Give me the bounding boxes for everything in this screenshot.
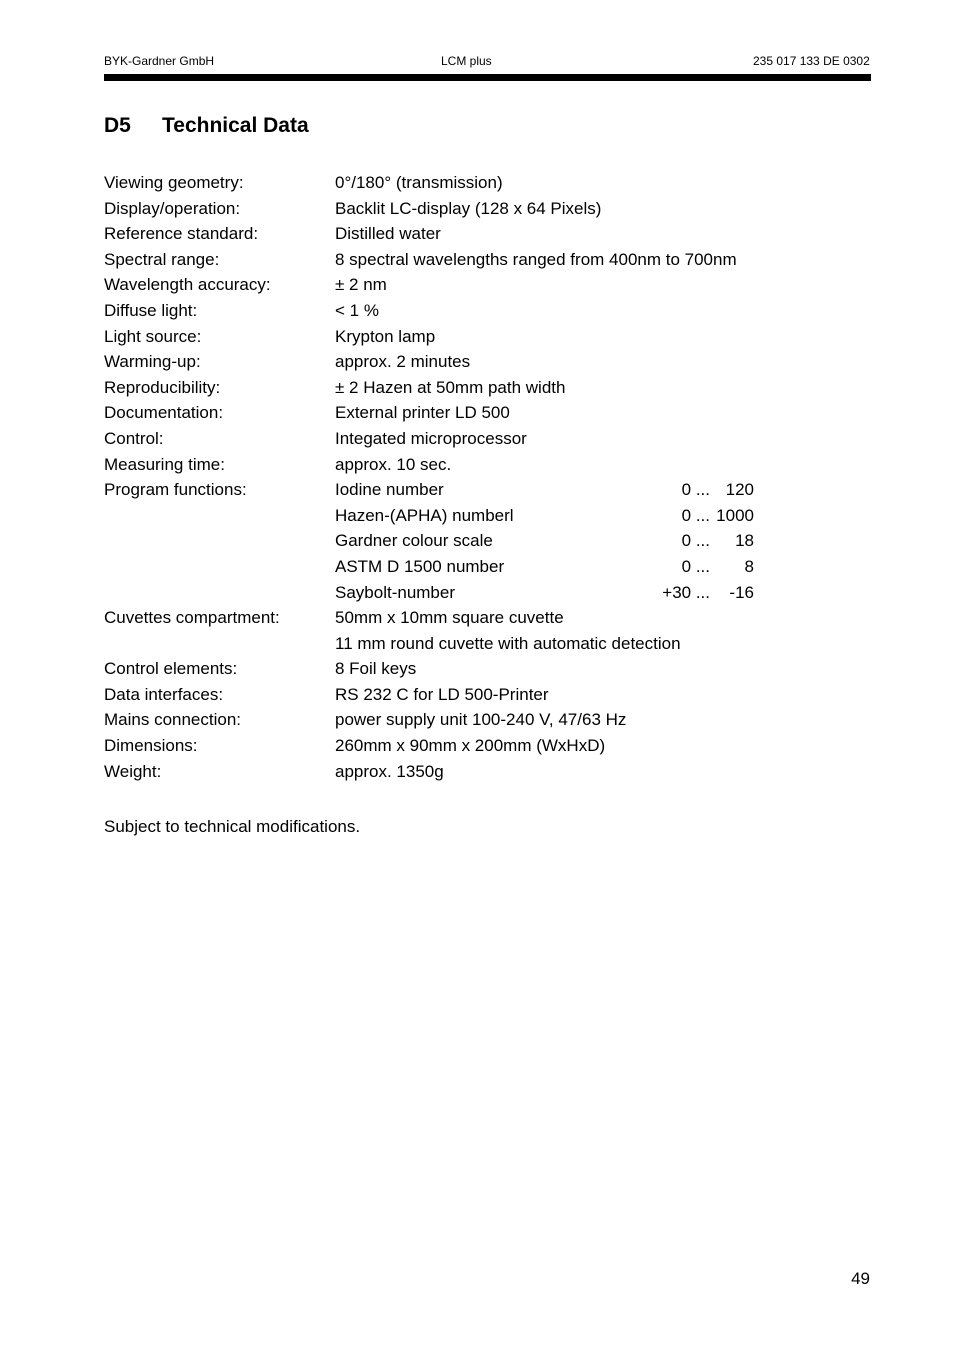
spec-row (104, 606, 804, 632)
header-company: BYK-Gardner GmbH (104, 54, 215, 68)
spec-row (104, 376, 804, 402)
header-doc-number: 235 017 133 DE 0302 (753, 54, 870, 68)
spec-range-from: 0 ... (681, 480, 710, 500)
spec-range-to: 1000 (716, 505, 754, 525)
spec-value: ± 2 Hazen at 50mm path width (335, 377, 566, 397)
spec-row (104, 453, 804, 479)
spec-label: Spectral range: (104, 249, 220, 269)
spec-value: Gardner colour scale (335, 531, 493, 551)
spec-row (104, 248, 804, 274)
spec-value: approx. 1350g (335, 761, 444, 781)
header-product: LCM plus (441, 54, 492, 68)
spec-label: Data interfaces: (104, 684, 224, 704)
spec-row (104, 325, 804, 351)
spec-row (104, 478, 804, 504)
header-rule (104, 74, 871, 81)
spec-table (104, 171, 804, 785)
spec-range-to: -16 (729, 582, 754, 602)
spec-value: < 1 % (335, 300, 379, 320)
spec-value: approx. 2 minutes (335, 352, 471, 372)
spec-row (104, 683, 804, 709)
section-number: D5 (104, 114, 131, 137)
spec-value: Hazen-(APHA) numberl (335, 505, 514, 525)
spec-value: 11 mm round cuvette with automatic detection (335, 633, 681, 653)
spec-row (104, 760, 804, 786)
spec-label: Reference standard: (104, 224, 259, 244)
spec-row (104, 708, 804, 734)
spec-label: Mains connection: (104, 710, 242, 730)
spec-row (104, 222, 804, 248)
spec-row (104, 632, 804, 658)
spec-value: Integated microprocessor (335, 428, 527, 448)
spec-label: Wavelength accuracy: (104, 275, 271, 295)
spec-value: Backlit LC-display (128 x 64 Pixels) (335, 198, 602, 218)
spec-row (104, 350, 804, 376)
footnote: Subject to technical modifications. (104, 817, 361, 836)
spec-range-to: 18 (735, 531, 754, 551)
spec-row (104, 299, 804, 325)
spec-row (104, 427, 804, 453)
spec-row (104, 581, 804, 607)
spec-label: Program functions: (104, 480, 247, 500)
spec-value: 260mm x 90mm x 200mm (WxHxD) (335, 736, 606, 756)
spec-value: 8 Foil keys (335, 659, 417, 679)
spec-value: 0°/180° (transmission) (335, 173, 503, 192)
spec-value: External printer LD 500 (335, 403, 510, 423)
spec-range-to: 120 (725, 480, 754, 500)
spec-label: Dimensions: (104, 736, 198, 756)
spec-value: 8 spectral wavelengths ranged from 400nm to 700nm (335, 249, 737, 269)
spec-value: Iodine number (335, 480, 444, 500)
spec-range-from: 0 ... (681, 531, 710, 551)
spec-row (104, 504, 804, 530)
spec-row (104, 734, 804, 760)
spec-label: Warming-up: (104, 352, 201, 372)
spec-range-from: 0 ... (681, 556, 710, 576)
spec-value: 50mm x 10mm square cuvette (335, 608, 564, 628)
spec-value: Krypton lamp (335, 326, 436, 346)
spec-row (104, 657, 804, 683)
spec-label: Measuring time: (104, 454, 225, 474)
spec-row (104, 273, 804, 299)
spec-row (104, 171, 804, 197)
spec-row (104, 401, 804, 427)
spec-range-to: 8 (744, 556, 754, 576)
spec-value: ASTM D 1500 number (335, 556, 505, 576)
spec-label: Weight: (104, 761, 162, 781)
spec-label: Viewing geometry: (104, 173, 244, 192)
spec-value: ± 2 nm (335, 275, 387, 295)
spec-label: Cuvettes compartment: (104, 608, 280, 628)
spec-range-from: +30 ... (662, 582, 710, 602)
spec-row (104, 529, 804, 555)
spec-row (104, 555, 804, 581)
section-heading (104, 113, 309, 139)
spec-label: Control: (104, 428, 164, 448)
spec-value: approx. 10 sec. (335, 454, 452, 474)
spec-label: Display/operation: (104, 198, 241, 218)
spec-row (104, 197, 804, 223)
page-number: 49 (851, 1269, 870, 1288)
spec-label: Reproducibility: (104, 377, 221, 397)
spec-range-from: 0 ... (681, 505, 710, 525)
section-title: Technical Data (162, 114, 309, 137)
spec-label: Diffuse light: (104, 300, 198, 320)
spec-value: Distilled water (335, 224, 441, 244)
spec-value: RS 232 C for LD 500-Printer (335, 684, 549, 704)
spec-value: Saybolt-number (335, 582, 456, 602)
spec-value: power supply unit 100-240 V, 47/63 Hz (335, 710, 627, 730)
spec-label: Documentation: (104, 403, 224, 423)
spec-label: Light source: (104, 326, 202, 346)
spec-label: Control elements: (104, 659, 238, 679)
